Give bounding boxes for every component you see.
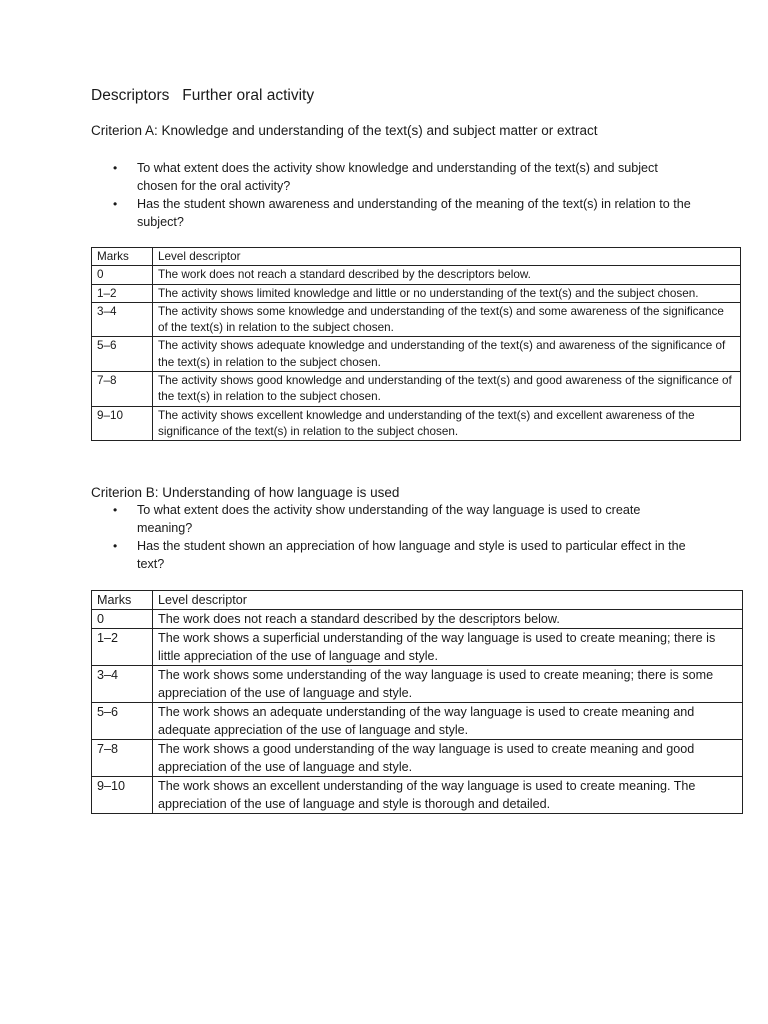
marks-cell: 1–2 bbox=[92, 284, 153, 302]
criterion-a-table bbox=[91, 247, 741, 441]
descriptor-cell: The work shows a superficial understanding of the way language is used to create meaning; there is little appreciation of the use of language and style. bbox=[153, 629, 743, 666]
table-row bbox=[92, 703, 743, 740]
marks-cell: 9–10 bbox=[92, 406, 153, 441]
table-row bbox=[92, 666, 743, 703]
marks-header: Marks bbox=[92, 248, 153, 266]
marks-cell: 0 bbox=[92, 266, 153, 284]
table-row bbox=[92, 629, 743, 666]
table-header-row bbox=[92, 591, 743, 610]
criterion-a-heading: Criterion A: Knowledge and understanding of the text(s) and subject matter or extract bbox=[91, 123, 598, 138]
list-item: • Has the student shown an appreciation of how language and style is used to particular effect in the text? bbox=[91, 537, 691, 573]
marks-cell: 5–6 bbox=[92, 337, 153, 372]
table-row bbox=[92, 610, 743, 629]
criterion-b-table bbox=[91, 590, 743, 814]
descriptor-cell: The activity shows some knowledge and understanding of the text(s) and some awareness of the significance of the text(s) in relation to the subject chosen. bbox=[153, 302, 741, 337]
marks-cell: 9–10 bbox=[92, 777, 153, 814]
table-row bbox=[92, 302, 741, 337]
descriptor-cell: The activity shows limited knowledge and little or no understanding of the text(s) and the subject chosen. bbox=[153, 284, 741, 302]
marks-cell: 5–6 bbox=[92, 703, 153, 740]
descriptor-header: Level descriptor bbox=[153, 248, 741, 266]
marks-cell: 7–8 bbox=[92, 740, 153, 777]
list-item: • Has the student shown awareness and understanding of the meaning of the text(s) in relation to the subject? bbox=[91, 195, 691, 231]
marks-cell: 7–8 bbox=[92, 372, 153, 407]
descriptor-header: Level descriptor bbox=[153, 591, 743, 610]
descriptor-cell: The work does not reach a standard described by the descriptors below. bbox=[153, 610, 743, 629]
page-title: Descriptors Further oral activity bbox=[91, 87, 315, 104]
marks-header: Marks bbox=[92, 591, 153, 610]
descriptor-cell: The activity shows excellent knowledge and understanding of the text(s) and excellent awareness of the significance of the text(s) in relation to the subject chosen. bbox=[153, 406, 741, 441]
list-item: • To what extent does the activity show knowledge and understanding of the text(s) and subject chosen for the oral activity? bbox=[91, 159, 691, 195]
descriptor-cell: The work shows an excellent understanding of the way language is used to create meaning. The appreciation of the use of language and style is thorough and detailed. bbox=[153, 777, 743, 814]
table-row bbox=[92, 740, 743, 777]
descriptor-cell: The work shows a good understanding of the way language is used to create meaning and good appreciation of the use of language and style. bbox=[153, 740, 743, 777]
descriptor-cell: The work shows some understanding of the way language is used to create meaning; there is some appreciation of the use of language and style. bbox=[153, 666, 743, 703]
criterion-b-questions bbox=[91, 501, 691, 573]
descriptor-cell: The activity shows good knowledge and understanding of the text(s) and good awareness of the significance of the text(s) in relation to the subject chosen. bbox=[153, 372, 741, 407]
list-item: • To what extent does the activity show understanding of the way language is used to create meaning? bbox=[91, 501, 691, 537]
table-row bbox=[92, 337, 741, 372]
table-row bbox=[92, 777, 743, 814]
marks-cell: 3–4 bbox=[92, 302, 153, 337]
descriptor-cell: The work does not reach a standard described by the descriptors below. bbox=[153, 266, 741, 284]
criterion-b-heading: Criterion B: Understanding of how language is used bbox=[91, 485, 400, 500]
table-row bbox=[92, 372, 741, 407]
marks-cell: 3–4 bbox=[92, 666, 153, 703]
descriptor-cell: The activity shows adequate knowledge and understanding of the text(s) and awareness of the significance of the text(s) in relation to the subject chosen. bbox=[153, 337, 741, 372]
marks-cell: 1–2 bbox=[92, 629, 153, 666]
descriptor-cell: The work shows an adequate understanding of the way language is used to create meaning and adequate appreciation of the use of language and style. bbox=[153, 703, 743, 740]
table-row bbox=[92, 406, 741, 441]
criterion-a-questions bbox=[91, 159, 691, 231]
table-header-row bbox=[92, 248, 741, 266]
table-row bbox=[92, 284, 741, 302]
marks-cell: 0 bbox=[92, 610, 153, 629]
table-row bbox=[92, 266, 741, 284]
